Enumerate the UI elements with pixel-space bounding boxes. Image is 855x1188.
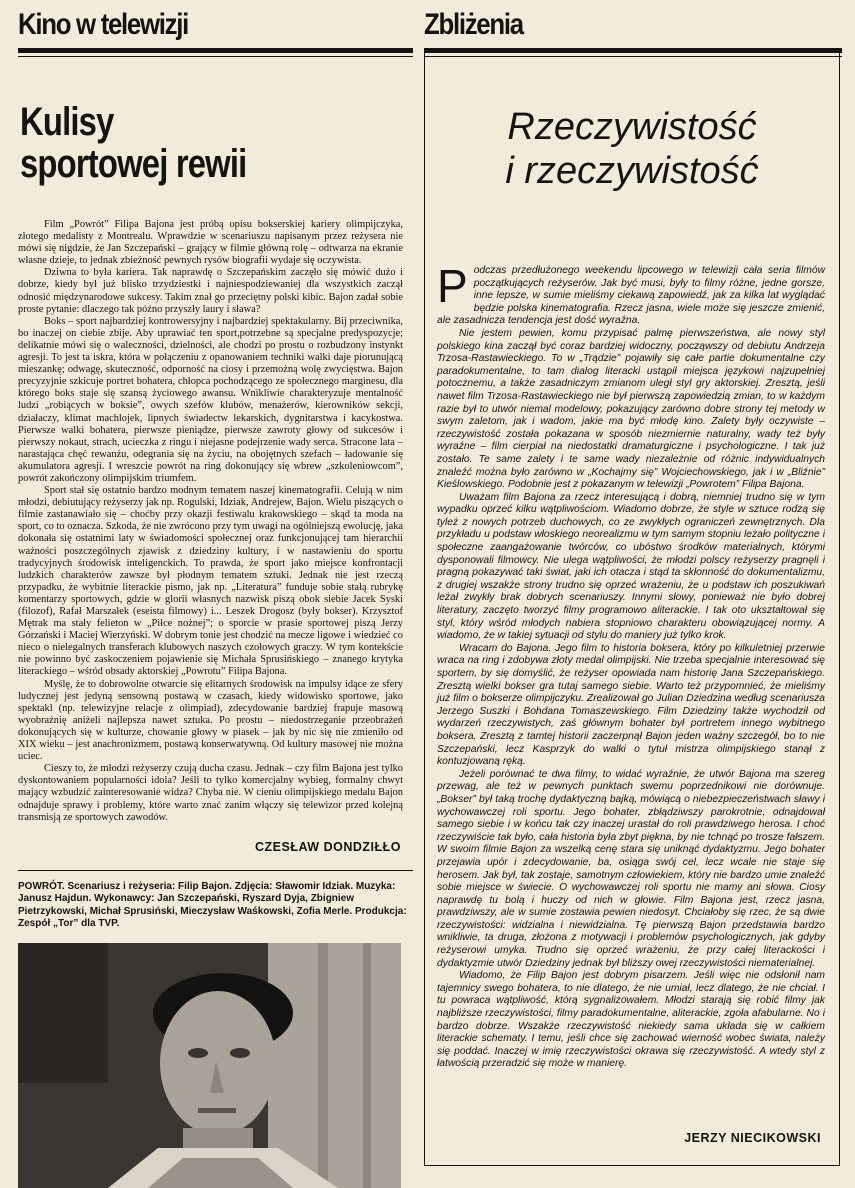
article-body-right	[437, 260, 825, 1071]
left-column	[18, 0, 413, 1188]
article-title-right: Rzeczywistość i rzeczywistość	[505, 106, 759, 192]
paragraph: Dziwna to była kariera. Tak naprawdę o Szczepańskim zaczęło się mówić dużo i dobrze, kiedy był już blisko trzydziestki i najniespodziewaniej dla wszystkich zaczął odnosić międzynarodowe sukcesy. Takim znał go przeciętny polski kibic. Bajon zadał sobie proste pytanie: dlaczego tak późno przyszły laury i sława?	[18, 267, 403, 315]
paragraph: Boks – sport najbardziej kontrowersyjny i najbardziej spektakularny. Bij przeciwnika, bo inaczej on ciebie zbije. Aby uprawiać ten sport,potrzebne są specjalne predyspozycje; delikatnie mówi się o waleczności, dzielności, ale chodzi po prostu o rozbudzony instynkt agresji. To jest ta iskra, która w połączeniu z opanowaniem techniki walki daje piorunującą mieszankę; odwagę, skuteczność, odporność na ciosy i przemożną wolę zwycięstwa. Bajon precyzyjnie szkicuje portret bohatera, chłopca pochodzącego ze społecznego marginesu, dla którego boks staje się szansą życiowego awansu. Wnikliwie charakteryzuje mentalność ludzi „robiących w boksie”, owych szefów klubów, menażerów, kierowników sekcji, działaczy, klimat machlojek, lipnych świadectw lekarskich, dygnitarstwa i kacykostwa. Pierwsze walki bohatera, pierwsze pieniądze, pierwsze zawroty głowy od sukcesów i pierwszy nokaut, strach, ucieczka z ringu i niejasne podejrzenie wady serca. Stracone lata – narastająca chęć rewanżu, odegrania się na życiu, na obojętnych szefach – ładowanie się akumulatora agresji. I wreszcie powrót na ring dokonujący się wbrew „szkoleniowcom”, powrót zakończony olimpijskim triumfem.	[18, 315, 403, 484]
divider-thick-left	[18, 48, 413, 53]
film-credits: POWRÓT. Scenariusz i reżyseria: Filip Bajon. Zdjęcia: Sławomir Idziak. Muzyka: Janusz Hajdun. Wykonawcy: Jan Szczepański, Ryszard Dyja, Zbigniew Pietrzykowski, Michał Sprusiński, Mieczysław Waśkowski, Zofia Merle. Produkcja: Zespół „Tor” dla TVP.	[18, 870, 413, 931]
boxer-portrait-photo	[18, 943, 401, 1188]
article-body-left	[18, 219, 413, 824]
author-signature-right: JERZY NIECIKOWSKI	[684, 1131, 821, 1145]
right-column	[424, 0, 842, 1145]
paragraph: Jeżeli porównać te dwa filmy, to widać wyraźnie, że utwór Bajona ma szereg przewag, ale też w pewnych punktach swemu poprzednikowi nie dorównuje. „Bokser” był taką trochę dydaktyczną bajką, mówiącą o niebezpieczeństwach sławy i wychowawczej roli sportu. Jego bohater, zbłądziwszy parokrotnie, odnajdował samego siebie i w końcu tak czy inaczej urastał do roli prawdziwego herosa. I choć rzeczywiście tak było, cała historia była zbyt piękna, by nie tchnąć po trosze fałszem. W swoim filmie Bajon za wszelką cenę stara się uniknąć dydaktyzmu. Jego bohater przejawia upór i zdecydowanie, ba, osiąga swój cel, lecz wcale nie staje się herosem. Jak był, tak zostaje, samotnym człowiekiem, który nie bardzo umie znaleźć sobie miejsce w świecie. O wychowawczej roli sportu nie mamy ani słowa. Ciosy naprawdę tu bolą i huczy od nich w głowie. Film Bajona jest, rzecz jasna, prawdziwszy, ale w sumie zostawia pewien niedosyt. Chciałoby się rzec, że są dwie rzeczywistości: widzialna i niewidzialna. Tę pierwszą Bajon przedstawia bardzo wnikliwie, ta druga, złożona z motywacji i problemów psychologicznych, jak gdyby reżyserowi umyka. Trudno się oprzeć wrażeniu, że przy całej literackości i dydaktyzmie utwór Dziedziny jednak był bliższy owej rzeczywistości niematerialnej.	[437, 768, 825, 969]
paragraph: Myślę, że to dobrowolne otwarcie się elitarnych środowisk na impulsy idące ze sfery ludycznej jest jedyną sensowną postawą w czasach, kiedy widowisko sportowe, jako spektakl (np. telewizyjne relacje z olimpiad), zdecydowanie bardziej frapuje masową wyobraźnię aniżeli najlepsza nawet sztuka. Po prostu – niedostrzeganie przeobrażeń dokonujących się w kulturze, chowanie głowy w piasek – jak by nic się nie zmieniło od XIX wieku – jest anachronizmem, postawą konserwatywną. Od kultury masowej nie można uciec.	[18, 678, 403, 763]
section-header-left: Kino w telewizji	[18, 8, 189, 41]
paragraph: Nie jestem pewien, komu przypisać palmę pierwszeństwa, ale nowy styl polskiego kina zaczął być coraz bardziej widoczny, począwszy od debiutu Andrzeja Trzosa-Rastawieckiego. To w „Trądzie” pojawiły się całe partie dokumentalne czy paradokumentalne, to tam dialog literacki ustąpił miejsca językowi najzupełniej potocznemu, a także zasadniczym zmianom uległ styl gry aktorskiej. Zresztą, jeśli nawet film Trzosa-Rastawieckiego nie był pierwszą zapowiedzią zmian, to w każdym razie był to utwór niemal modelowy, pokazujący zarówno dobre strony tej metody w swym zaletom, jak i wadom, jakie ma być młodę kino. Zalety były oczywiste – rzeczywistość została pokazana w sposób niezmiernie naturalny, wady też były wyraźne – film cierpiał na niedostatki dramaturgiczne i psychologiczne. I tak już zostało. Te same zalety i te same wady niezależnie od różnic indywidualnych znaleźć można było zarówno w „Kochajmy się” Wojciechowskiego, jak i w „Bliźnie” Kieślowskiego. Podobnie jest z pokazanym w telewizji „Powrotem” Filipa Bajona.	[437, 327, 825, 491]
article-title-left: Kulisy sportowej rewii	[20, 100, 247, 186]
drop-cap: P	[437, 260, 468, 312]
paragraph: Cieszy to, że młodzi reżyserzy czują ducha czasu. Jednak – czy film Bajona jest tylko dyskontowaniem popularności idola? Jeśli to tylko komercjalny wybieg, formalny chwyt mający wzbudzić zainteresowanie widza? Chyba nie. W cieniu olimpijskiego medalu Bajon odnajduje sprawy i problemy, które warto znać zanim włączy się telewizor przed kolejną transmisją ze sportowych zawodów.	[18, 763, 403, 823]
article-frame-right	[424, 52, 840, 1166]
divider-thin-left	[18, 56, 413, 57]
paragraph: Wiadomo, że Filip Bajon jest dobrym pisarzem. Jeśli więc nie odsłonił nam tajemnicy swego bohatera, to nie dlatego, że nie umiał, lecz dlatego, że nie chciał. I tu powraca wątpliwość, którą sygnalizowałem. Młodzi starają się robić filmy jak najbliższe rzeczywistości, filmy paradokumentalne, aliterackie, zgoła afabularne. No i bardzo dobrze. Wszakże rzeczywistość niekiedy sama układa się w całkiem literackie schematy. I temu, jeśli chce się zachować wierność wobec świata, należy się poddać. Inaczej w imię rzeczywistości okrawa się rzeczywistość. A wtedy styl z łatwością przeradzić się może w manierę.	[437, 970, 825, 1070]
paragraph: Film „Powrót” Filipa Bajona jest próbą opisu bokserskiej kariery olimpijczyka, złotego medalisty z Montrealu. Wprawdzie w scenariuszu napisanym przez reżysera nie mówi się nigdzie, że Jan Szczepański – grający w filmie główną rolę – odtwarza na ekranie własne dzieje, to jednak zbieżność pewnych rysów biografii wydaje się oczywista.	[18, 219, 403, 267]
paragraph: Wracam do Bajona. Jego film to historia boksera, który po kilkuletniej przerwie wraca na ring i zdobywa złoty medal olimpijski. Nie trzeba specjalnie interesować się sportem, by się domyślić, że reżyser opowiada nam historię Jana Szczepańskiego. Zresztą wielki bokser gra tutaj samego siebie. Warto też przypomnieć, że mieliśmy już film o bokserze olimpijczyku. Zrealizował go Julian Dziedzina według scenariusza Jerzego Suszki i Bohdana Tomaszewskiego. Film Dziedziny także wychodził od wydarzeń rzeczywistych, zaś głównym bohater był portretem innego wybitnego boksera. Zresztą z tamtej historii zaczerpnął Bajon jeden ważny szczegół, bo to nie Szczepański, lecz Kasprzyk do walki o tytuł mistrza olimpijskiego stanął z kontuzjowaną ręką.	[437, 642, 825, 768]
photo-illustration	[18, 943, 401, 1188]
section-header-right: Zbliżenia	[424, 8, 523, 41]
paragraph	[437, 260, 825, 328]
paragraph-text: odczas przedłużonego weekendu lipcowego w telewizji cała seria filmów początkujących reżyserów. Jak być musi, były to filmy różne, jedne gorsze, inne lepsze, w sumie mieliśmy ciekawą zapowiedź, jak za kilka lat wyglądać będzie polska kinematografia. Rzecz jasna, wiele może się jeszcze zmienić, ale zasadnicza tendencja jest dość wyraźna.	[437, 265, 825, 327]
author-signature-left: CZESŁAW DONDZIŁŁO	[255, 839, 401, 854]
paragraph: Sport stał się ostatnio bardzo modnym tematem naszej kinematografii. Celują w nim młodzi, debiutujący reżyserzy jak np. Rogulski, Idziak, Andrejew, Bajon. Wielu piszących o filmie zastanawiało się – choćby przy okazji festiwalu krakowskiego – skąd ta moda na sport, co to oznacza. Szkoda, że nie zwrócono przy tym uwagi na ogólniejszą ewolucję, jaka dokonała się ostatnimi laty w świadomości społecznej oraz funkcjonującej tam hierarchii ważności poszczególnych zjawisk z dziedziny kultury, i w nastawieniu do sportu tradycyjnych środowisk inteligenckich. To prawda, że sport jako miejsce konfrontacji ludzkich charakterów zawsze był płodnym tematem sztuki. Jednak nie jest rzeczą przypadku, że wybitnie literackie pismo, jak np. „Literatura” funduje sobie stałą rubrykę komentarzy sportowych, gdzie w glorii własnych nazwisk piszą obok siebie Jacek Syski (filozof), Rafał Marszałek (eseista filmowy) i... Leszek Drogosz (były bokser). Krzysztof Mętrak ma stały felieton w „Piłce nożnej”; o sporcie w prasie sportowej piszą Jerzy Górzański i Maciej Wierzyński. W dobrym tonie jest chodzić na mecze ligowe i wiedzieć co nieco o nielegalnych transferach klubowych naszych czołowych graczy. W tym kontekście nie powinno być zaskoczeniem pojawienie się Michała Sprusińskiego – znanego krytyka literackiego – wśród obsady aktorskiej „Powrotu” Filipa Bajona.	[18, 485, 403, 678]
paragraph: Uważam film Bajona za rzecz interesującą i dobrą, niemniej trudno się w tym wypadku oprzeć kilku wątpliwościom. Wiadomo dobrze, że style w sztuce rodzą się tyleż z nowych potrzeb duchowych, co ze zwykłych ograniczeń zewnętrznych. Dla przykładu u podstaw włoskiego neorealizmu w tym samym stopniu leżało polityczne i społeczne zaangażowanie twórców, co ubóstwo środków materialnych, którymi dysponowali filmowcy. Nie ulega wątpliwości, że młodzi polscy reżyserzy pragnęli i pragną pokazywać taki świat, jaki ich otacza i stąd ta skłonność do dokumentalizmu, z drugiej wszakże strony trudno się oprzeć wrażeniu, że u podstaw ich poszukiwań leżał zwykły brak dobrych scenariuszy. Innymi słowy, ponieważ nie było dobrej literatury, zaczęto tworzyć filmy programowo aliterackie. I tak oto ukształtował się styl, który wśród młodych nabiera stopniowo charakteru obowiązującej normy. A wiadomo, że w takiej sytuacji od stylu do maniery już tylko krok.	[437, 491, 825, 642]
